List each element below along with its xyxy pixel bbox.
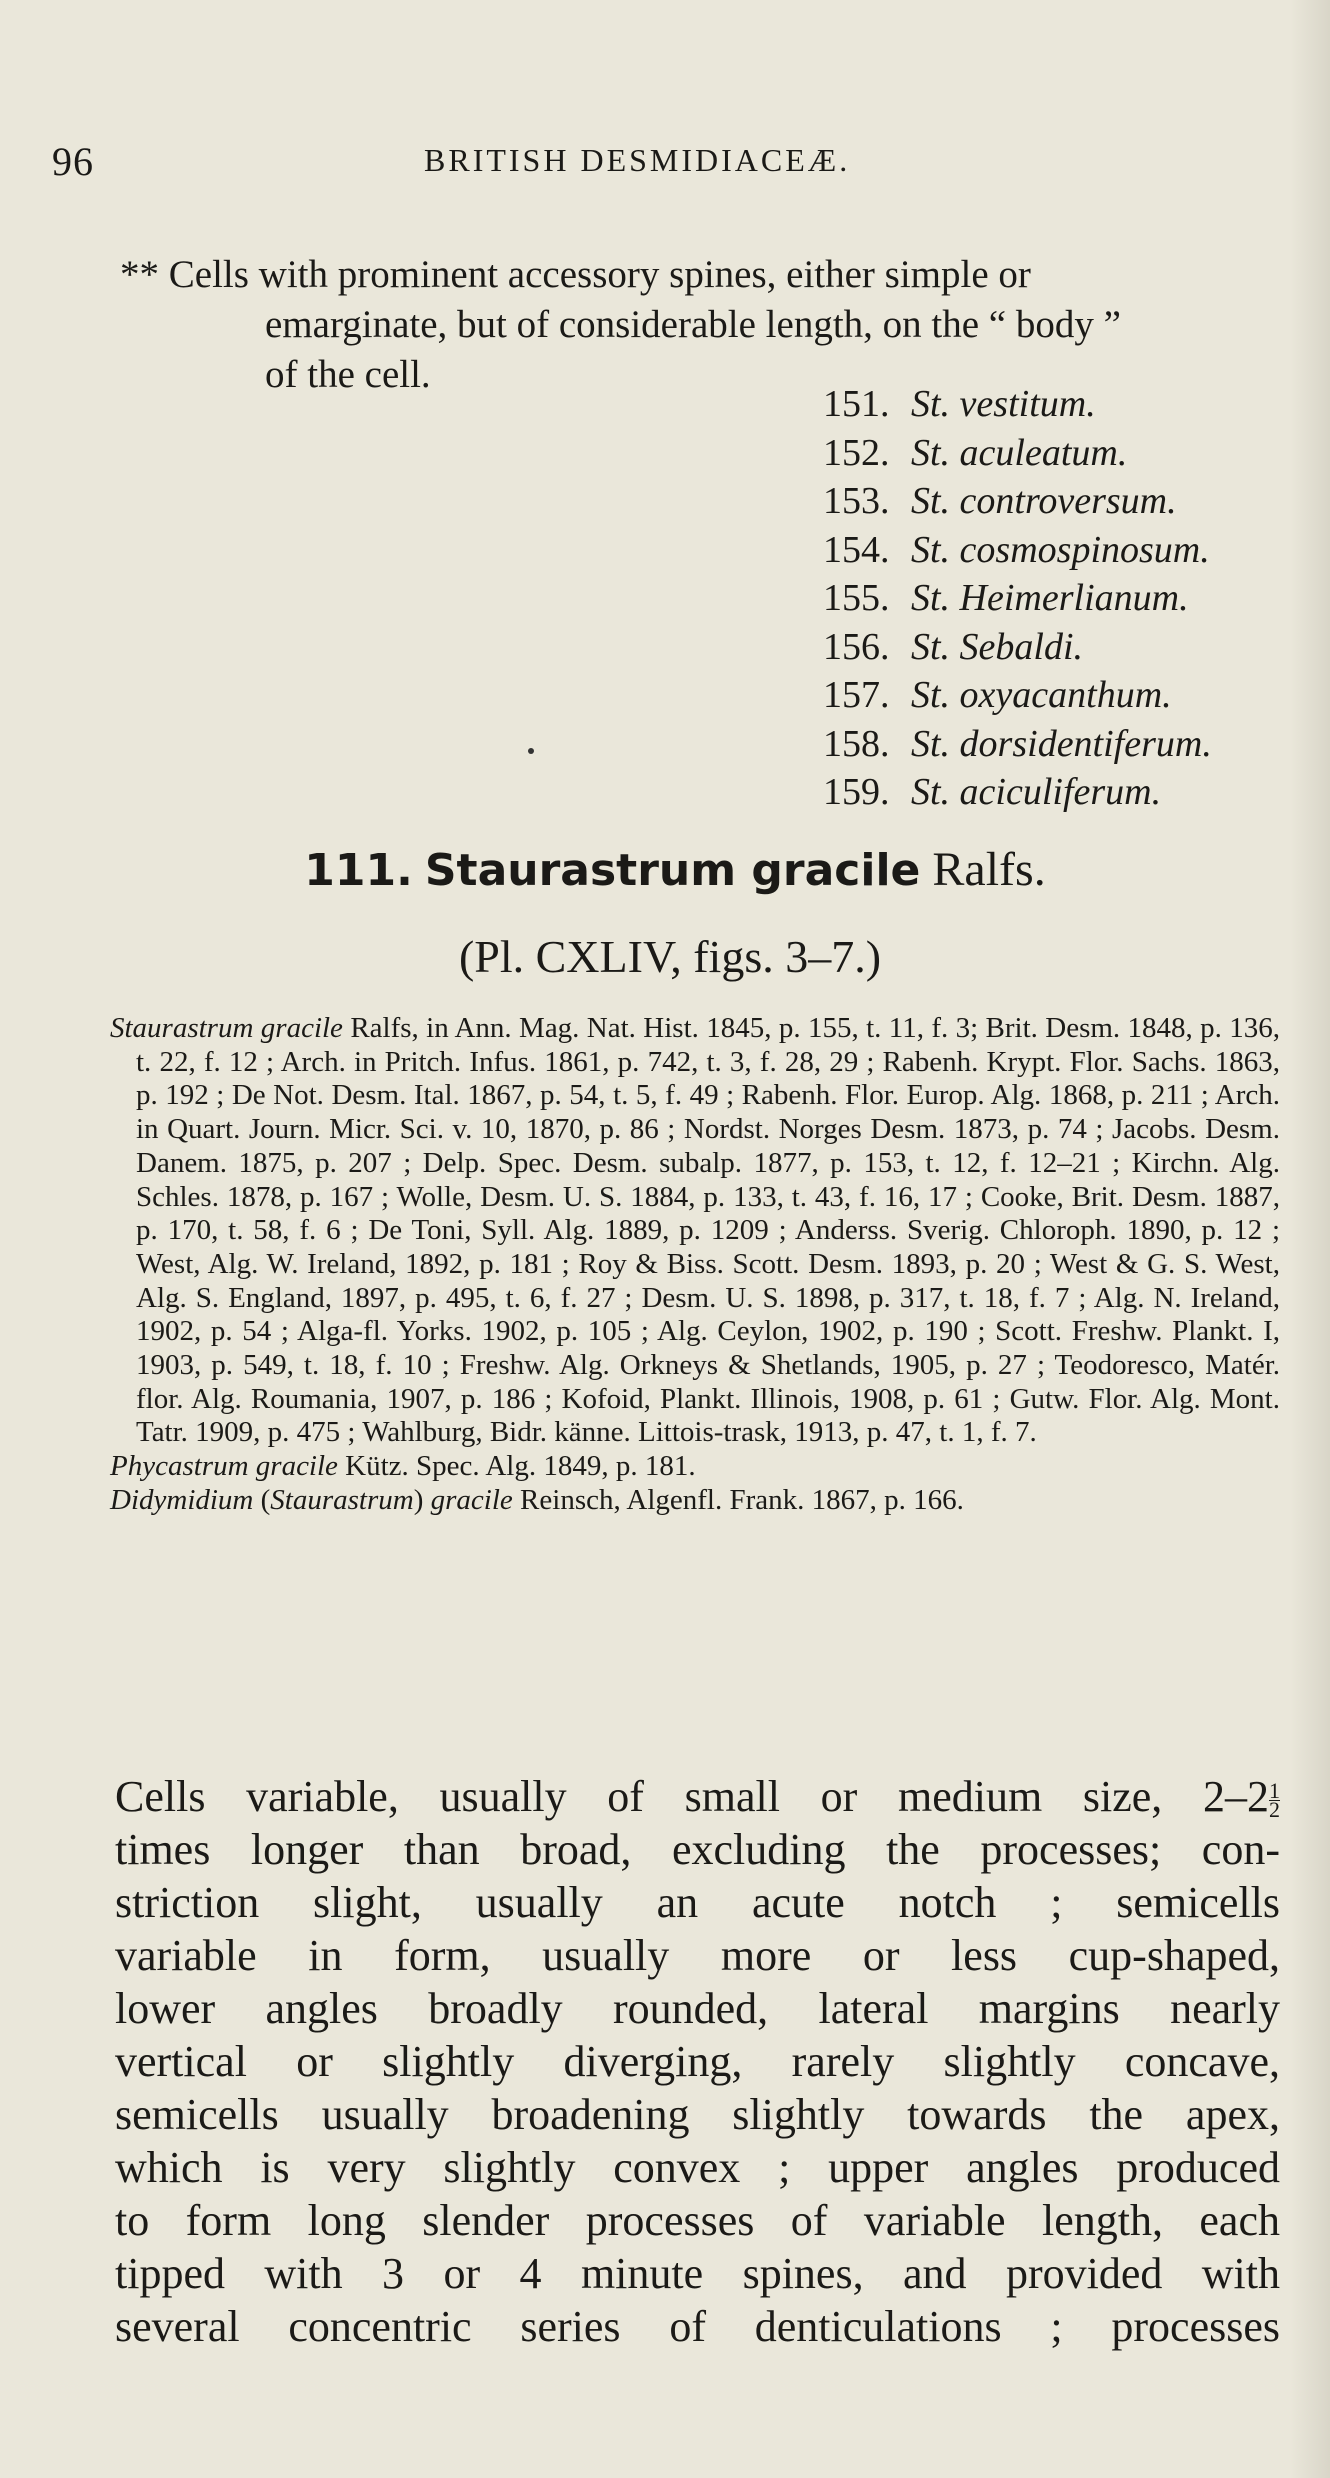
page-edge-shadow bbox=[1290, 0, 1330, 2478]
key-line-1 bbox=[120, 250, 1290, 300]
description-line: which is very slightly convex ; upper angles produced bbox=[115, 2143, 1280, 2192]
species-number: 156. bbox=[823, 625, 890, 668]
species-item bbox=[823, 574, 1303, 623]
description-text: Cells variable, usually of small or medium size, 2–2 bbox=[115, 1772, 1269, 1821]
species-name: St. aciculiferum. bbox=[911, 771, 1162, 813]
fraction-denominator: 2 bbox=[1269, 1797, 1280, 1823]
description-line: several concentric series of denticulations ; processes bbox=[115, 2302, 1280, 2351]
species-name: St. controversum. bbox=[911, 480, 1177, 522]
fraction-numerator: 1 bbox=[1269, 1778, 1280, 1804]
description-line: semicells usually broadening slightly towards the apex, bbox=[115, 2090, 1280, 2139]
species-name: St. Heimerlianum. bbox=[911, 577, 1189, 619]
species-name: St. vestitum. bbox=[911, 383, 1096, 425]
key-section bbox=[120, 250, 1290, 400]
description-line: variable in form, usually more or less cup-shaped, bbox=[115, 1931, 1280, 1980]
species-item bbox=[823, 477, 1303, 526]
synonym-name: gracile bbox=[430, 1483, 513, 1516]
synonym-citations: Kütz. Spec. Alg. 1849, p. 181. bbox=[345, 1450, 696, 1483]
species-name: St. Sebaldi. bbox=[911, 625, 1084, 668]
species-item bbox=[823, 526, 1303, 575]
species-number: 151. bbox=[823, 383, 890, 425]
description-line: striction slight, usually an acute notch ; semicells bbox=[115, 1878, 1280, 1927]
entry-number: 111. bbox=[304, 845, 413, 896]
entry-title bbox=[284, 843, 1045, 896]
key-line-2: emarginate, but of considerable length, on the “ body ” bbox=[265, 303, 1121, 346]
synonymy-paragraph: Didymidium (Staurastrum) gracile Reinsch, Algenfl. Frank. 1867, p. 166. bbox=[110, 1483, 964, 1516]
key-line-3: of the cell. bbox=[265, 353, 431, 396]
key-marker: ** bbox=[120, 253, 159, 296]
synonym-name: Staurastrum gracile bbox=[110, 1012, 343, 1044]
synonymy-paragraph bbox=[110, 1012, 1280, 1450]
synonymy-paragraph bbox=[110, 1450, 1280, 1484]
species-number: 154. bbox=[823, 528, 890, 571]
species-item bbox=[823, 623, 1303, 672]
species-number: 157. bbox=[823, 674, 890, 716]
key-text-1: Cells with prominent accessory spines, either simple or bbox=[168, 253, 1031, 296]
species-name: St. aculeatum. bbox=[911, 431, 1128, 474]
page-number: 96 bbox=[52, 139, 94, 184]
species-number: 152. bbox=[823, 431, 890, 474]
print-speck bbox=[528, 748, 534, 754]
species-number: 159. bbox=[823, 771, 890, 813]
species-item bbox=[823, 429, 1303, 478]
description-line: times longer than broad, excluding the processes; con- bbox=[115, 1825, 1280, 1874]
synonym-name: Didymidium bbox=[110, 1483, 254, 1516]
synonymy-section bbox=[110, 1012, 1280, 1518]
description-section bbox=[115, 1770, 1280, 2353]
species-list bbox=[823, 380, 1303, 817]
species-item bbox=[823, 720, 1303, 769]
species-name: St. dorsidentiferum. bbox=[911, 722, 1212, 765]
species-item bbox=[823, 380, 1303, 429]
species-number: 155. bbox=[823, 577, 890, 619]
description-line: lower angles broadly rounded, lateral margins nearly bbox=[115, 1984, 1280, 2033]
synonym-citations: Reinsch, Algenfl. Frank. 1867, p. 166. bbox=[520, 1483, 964, 1516]
species-item bbox=[823, 768, 1303, 817]
entry-author: Ralfs. bbox=[932, 843, 1046, 896]
running-title: BRITISH DESMIDIACEÆ. bbox=[424, 142, 851, 178]
page-header bbox=[52, 138, 1282, 188]
fraction bbox=[1269, 1778, 1280, 1823]
species-item bbox=[823, 671, 1303, 720]
species-number: 153. bbox=[823, 480, 890, 522]
description-line: to form long slender processes of variable length, each bbox=[115, 2196, 1280, 2245]
plate-reference: (Pl. CXLIV, figs. 3–7.) bbox=[458, 931, 882, 982]
species-name: St. cosmospinosum. bbox=[911, 528, 1210, 571]
synonym-name: Phycastrum gracile bbox=[110, 1450, 338, 1483]
description-line bbox=[115, 1770, 1280, 1823]
species-number: 158. bbox=[823, 722, 890, 765]
entry-name: Staurastrum gracile bbox=[424, 845, 921, 896]
synonym-citations: Ralfs, in Ann. Mag. Nat. Hist. 1845, p. 155, t. 11, f. 3; Brit. Desm. 1848, p. 136, t. 22, f. 12 ; Arch. in Pritch. Infus. 1861, p. 742, t. 3, f. 28, 29 ; Rabenh. Krypt. Flor. Sachs. 1863, p. 192 ; De Not. Desm. Ital. 1867, p. 54, t. 5, f. 49 ; Rabenh. Flor. Europ. Alg. 1868, p. 211 ; Arch. in Quart. Journ. Micr. Sci. v. 10, 1870, p. 86 ; Nordst. Norges Desm. 1873, p. 74 ; Jacobs. Desm. Danem. 1875, p. 207 ; Delp. Spec. Desm. subalp. 1877, p. 153, t. 12, f. 12–21 ; Kirchn. Alg. Schles. 1878, p. 167 ; Wolle, Desm. U. S. 1884, p. 133, t. 43, f. 16, 17 ; Cooke, Brit. Desm. 1887, p. 170, t. 58, f. 6 ; De Toni, Syll. Alg. 1889, p. 1209 ; Anderss. Sverig. Chloroph. 1890, p. 12 ; West, Alg. W. Ireland, 1892, p. 181 ; Roy & Biss. Scott. Desm. 1893, p. 20 ; West & G. S. West, Alg. S. England, 1897, p. 495, t. 6, f. 27 ; Desm. U. S. 1898, p. 317, t. 18, f. 7 ; Alg. N. Ireland, 1902, p. 54 ; Alga-fl. Yorks. 1902, p. 105 ; Alg. Ceylon, 1902, p. 190 ; Scott. Freshw. Plankt. I, 1903, p. 549, t. 18, f. 10 ; Freshw. Alg. Orkneys & Shetlands, 1905, p. 27 ; Teodoresco, Matér. flor. Alg. Roumania, 1907, p. 186 ; Kofoid, Plankt. Illinois, 1908, p. 61 ; Gutw. Flor. Alg. Mont. Tatr. 1909, p. 475 ; Wahlburg, Bidr. känne. Littois-trask, 1913, p. 47, t. 1, f. 7. bbox=[136, 1012, 1281, 1449]
description-line: vertical or slightly diverging, rarely slightly concave, bbox=[115, 2037, 1280, 2086]
synonym-name: Staurastrum bbox=[270, 1483, 414, 1516]
description-line: tipped with 3 or 4 minute spines, and provided with bbox=[115, 2249, 1280, 2298]
entry-heading bbox=[0, 842, 1330, 897]
species-name: St. oxyacanthum. bbox=[911, 674, 1172, 716]
